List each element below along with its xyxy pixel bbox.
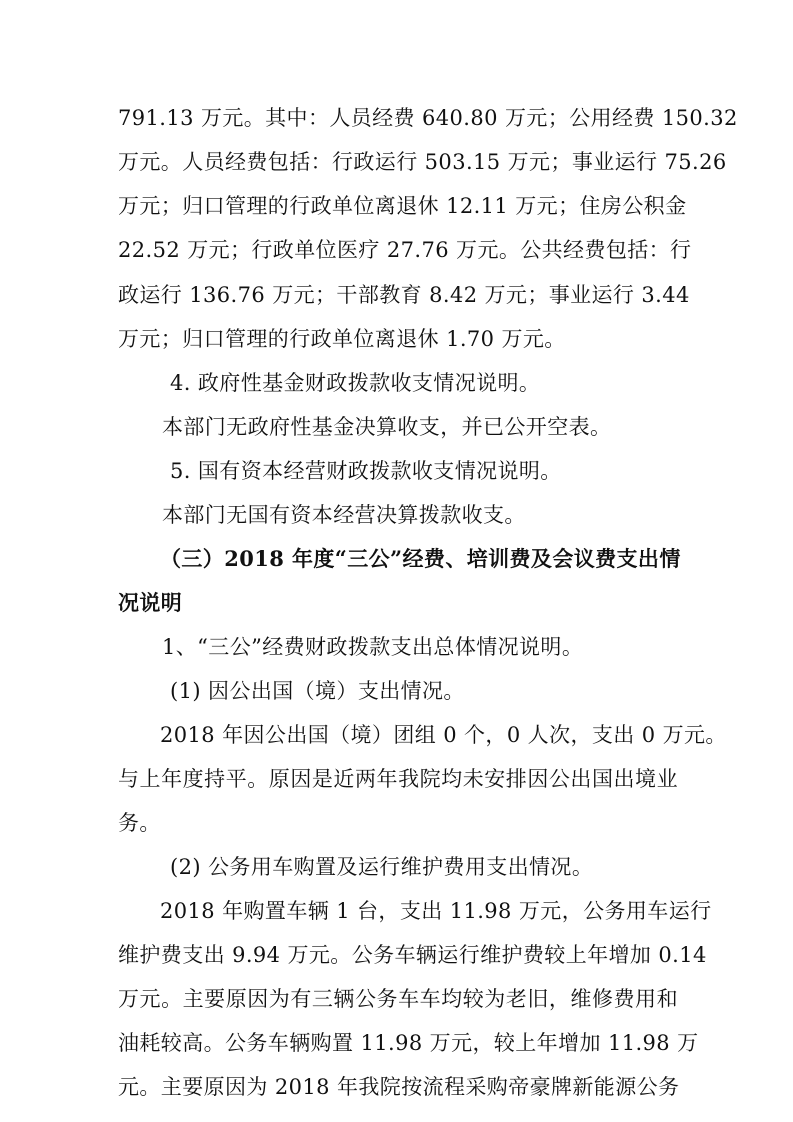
text-line: 791.13 万元。其中：人员经费 640.80 万元；公用经费 150.32	[118, 106, 738, 130]
text-line: 2018 年购置车辆 1 台，支出 11.98 万元，公务用车运行	[160, 899, 712, 923]
section-heading: 5. 国有资本经营财政拨款收支情况说明。	[170, 459, 562, 483]
text-line: 2018 年因公出国（境）团组 0 个，0 人次，支出 0 万元。	[160, 723, 727, 747]
text-line: 本部门无国有资本经营决算拨款收支。	[162, 503, 526, 527]
text-line: 务。	[118, 811, 161, 835]
section-heading: 4. 政府性基金财政拨款收支情况说明。	[170, 371, 541, 395]
section-heading: 1、“三公”经费财政拨款支出总体情况说明。	[162, 635, 584, 659]
subsection-heading: （三）2018 年度“三公”经费、培训费及会议费支出情	[160, 546, 681, 571]
text-line: 万元。主要原因为有三辆公务车车均较为老旧，维修费用和	[118, 987, 678, 1011]
subsection-heading-cont: 况说明	[118, 590, 183, 615]
text-line: 22.52 万元；行政单位医疗 27.76 万元。公共经费包括：行	[118, 238, 692, 262]
item-heading: (2) 公务用车购置及运行维护费用支出情况。	[170, 855, 594, 879]
text-line: 油耗较高。公务车辆购置 11.98 万元，较上年增加 11.98 万	[118, 1031, 699, 1055]
text-line: 万元。人员经费包括：行政运行 503.15 万元；事业运行 75.26	[118, 150, 727, 174]
text-line: 本部门无政府性基金决算收支，并已公开空表。	[162, 415, 612, 439]
text-line: 维护费支出 9.94 万元。公务车辆运行维护费较上年增加 0.14	[118, 943, 707, 967]
text-line: 与上年度持平。原因是近两年我院均未安排因公出国出境业	[118, 767, 678, 791]
text-line: 万元；归口管理的行政单位离退休 1.70 万元。	[118, 327, 566, 351]
text-line: 元。主要原因为 2018 年我院按流程采购帝豪牌新能源公务	[118, 1075, 680, 1099]
text-line: 万元；归口管理的行政单位离退休 12.11 万元；住房公积金	[118, 194, 687, 218]
item-heading: (1) 因公出国（境）支出情况。	[170, 679, 465, 703]
text-line: 政运行 136.76 万元；干部教育 8.42 万元；事业运行 3.44	[118, 283, 690, 307]
